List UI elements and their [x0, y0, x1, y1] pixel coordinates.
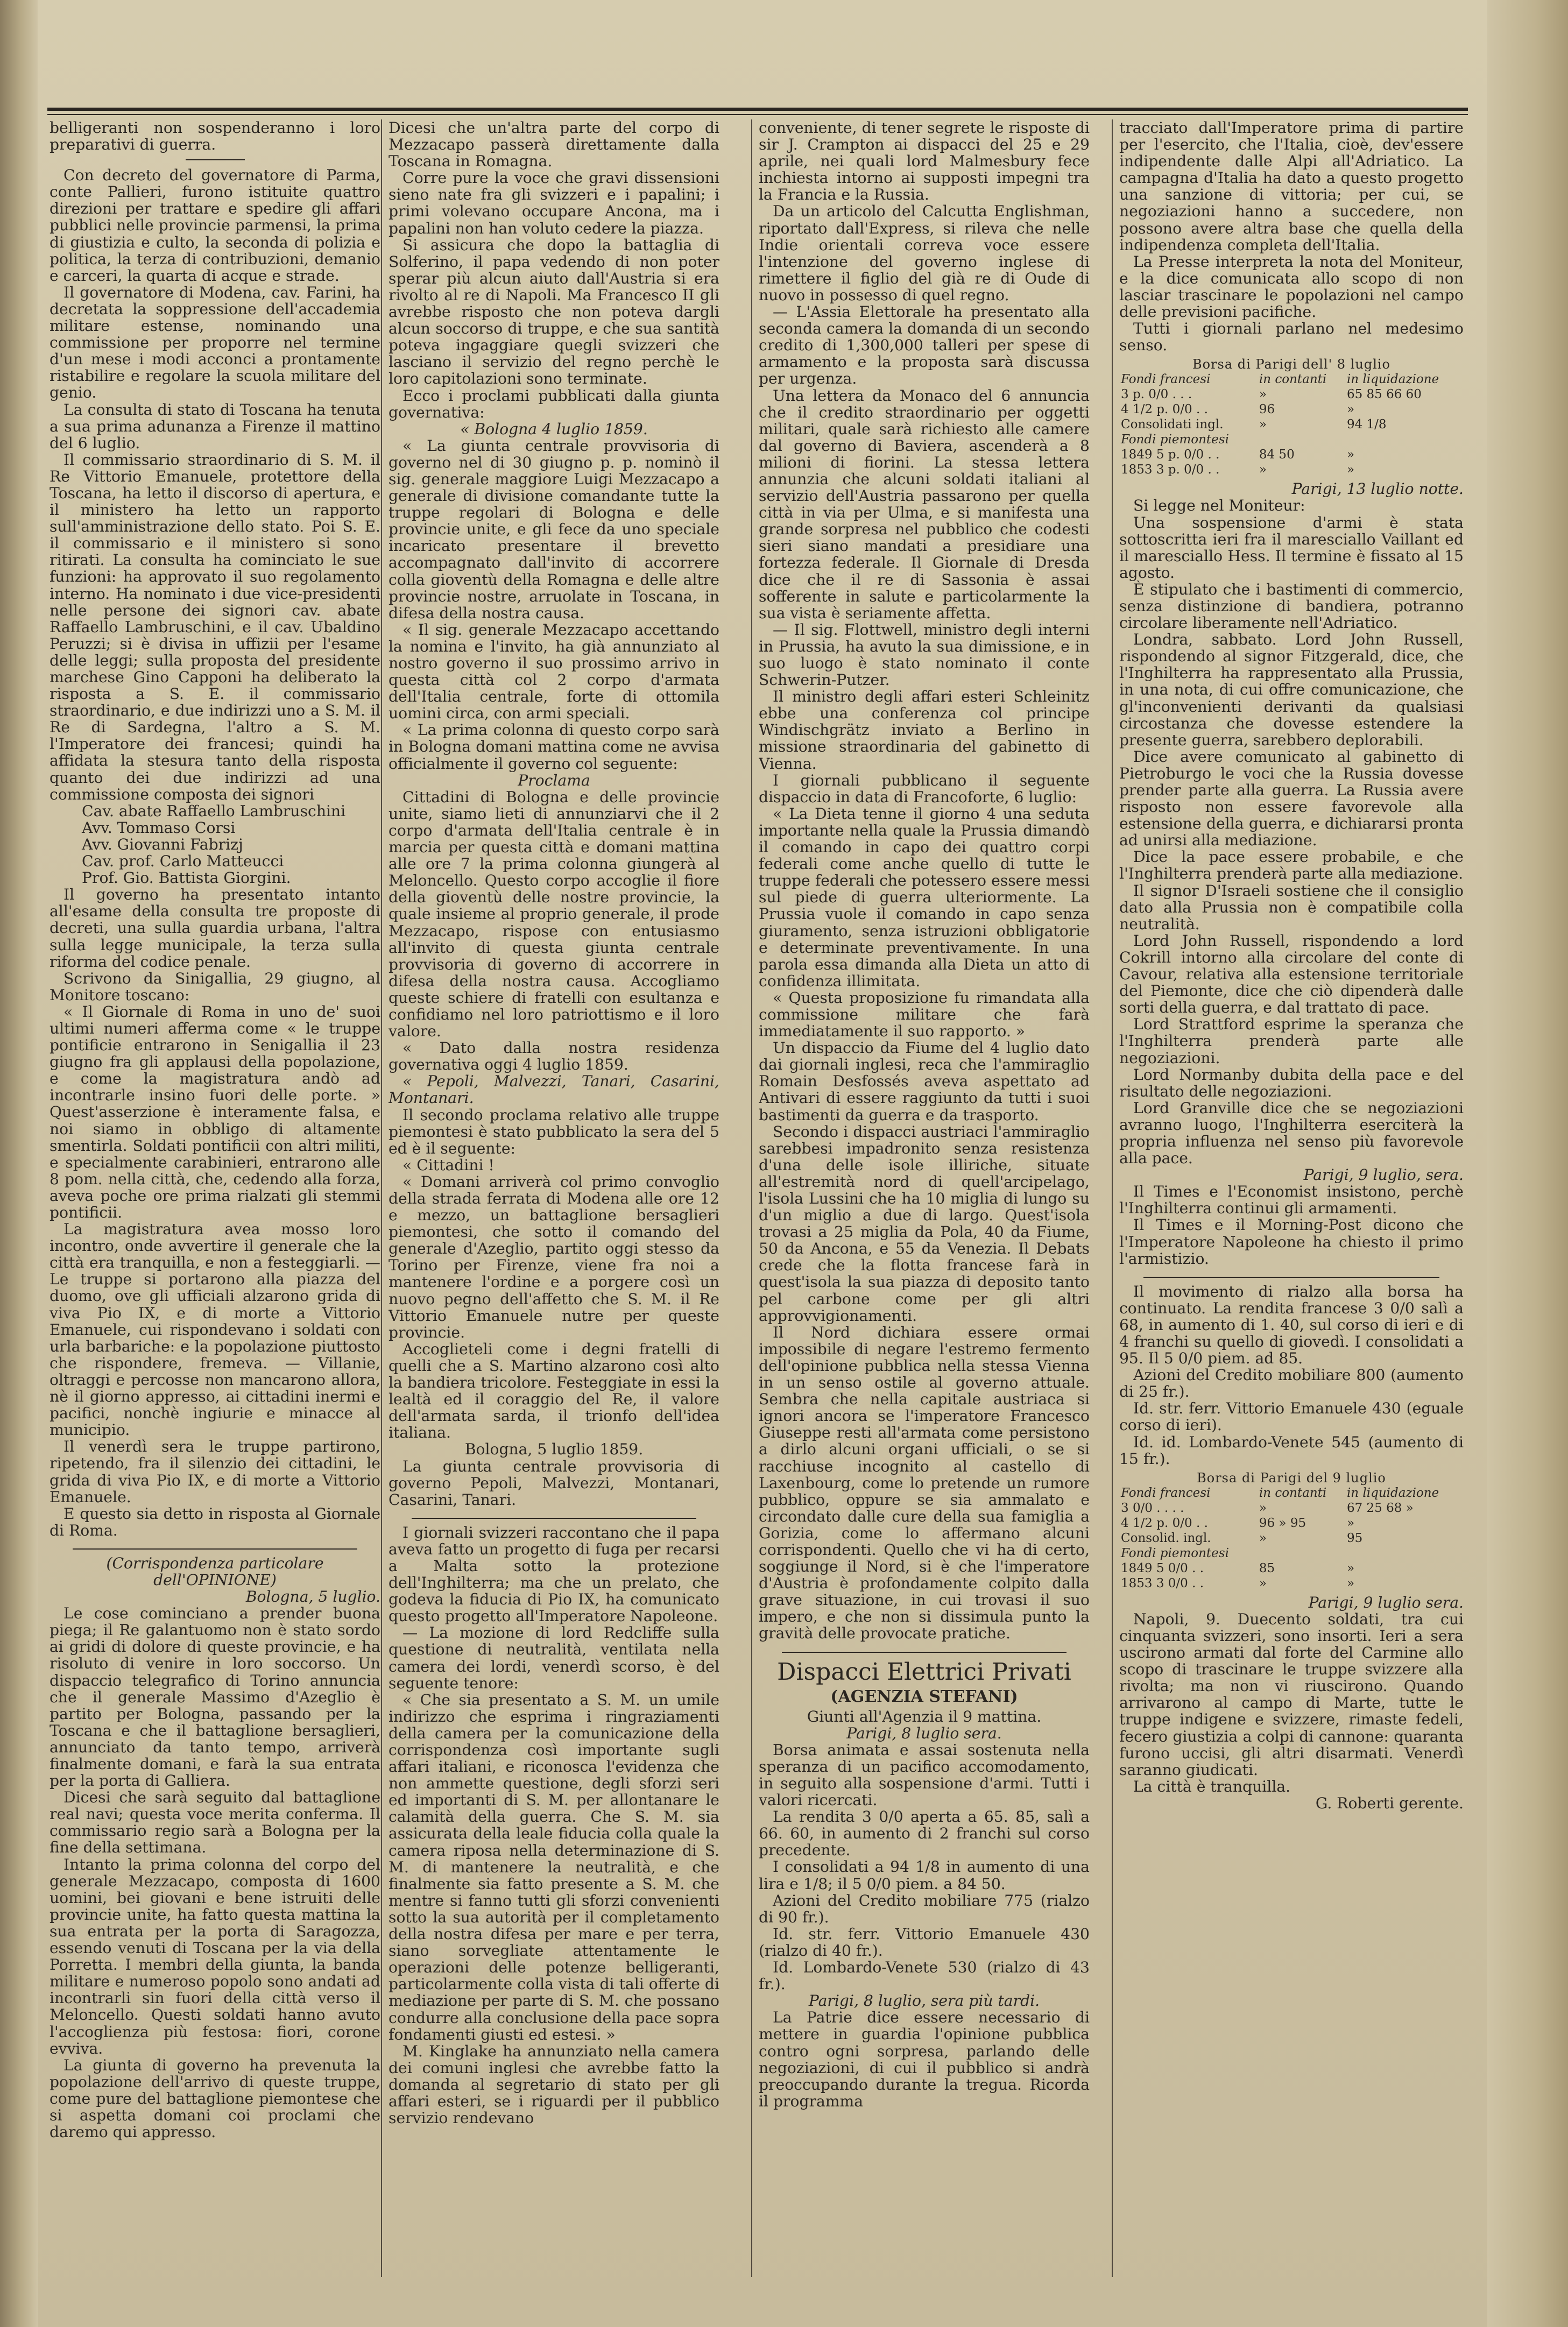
- table-cell: »: [1346, 1516, 1355, 1530]
- table-row: [1119, 432, 1464, 447]
- paragraph: « Che sia presentato a S. M. un umile indirizzo che esprima i ringraziamenti della camera per la comunicazione della corrispondenza così importante sugli affari italiani, e riconosca l'evidenza che non ammette questione, degli sforzi seri ed importanti di S. M. per allontanare le calamità della guerra. Che S. M. sia assicurata della leale fiducia colla quale la camera riposa nella determinazione di S. M. di mantenere la neutralità, e che finalmente sia fatto presente a S. M. che mentre si fanno tutti gli sforzi convenienti sotto la sua autorità per il completamento della nostra difesa per mare e per terra, siano sorvegliate attentamente le operazioni delle potenze belligeranti, particolarmente colla vista di tali offerte di mediazione per parte di S. M. che possano condurre alla conclusione della pace sopra fondamenti giusti ed estesi. »: [389, 1691, 719, 2043]
- table-cell: 1849 5 0/0 . .: [1121, 1561, 1204, 1575]
- page-edge-right: [1487, 0, 1568, 2327]
- paragraph: Dice avere comunicato al gabinetto di Pietroburgo le voci che la Russia dovesse prender parte alla guerra. La Russia avere risposto non essere favorevole alla estensione della guerra, e dichiararsi pronta ad unirsi alla mediazione.: [1119, 747, 1464, 850]
- table-cell: »: [1259, 1501, 1267, 1515]
- table-row: [1119, 1561, 1464, 1576]
- bourse-table: [1119, 1470, 1464, 1591]
- dateline: Parigi, 8 luglio sera.: [846, 1724, 1002, 1742]
- paragraph: È stipulato che i bastimenti di commercio, senza distinzione di bandiera, potranno circolare liberamente nell'Adriatico.: [1119, 580, 1464, 632]
- paragraph: Id. str. ferr. Vittorio Emanuele 430 (rialzo di 40 fr.).: [759, 1925, 1090, 1960]
- paragraph: Lord Granville dice che se negoziazioni avranno luogo, l'Inghilterra eserciterà la propria influenza nel senso più favorevole alla pace.: [1119, 1099, 1464, 1168]
- paragraph: La Patrie dice essere necessario di mettere in guardia l'opinione pubblica contro ogni sorpresa, parlando delle negoziazioni, di cui il pubblico si andrà preoccupando durante la tregua. Ricorda il programma: [759, 2008, 1090, 2110]
- bourse-title: Borsa di Parigi del 9 luglio: [1197, 1470, 1386, 1486]
- divider: [186, 159, 245, 160]
- table-row: [1119, 1501, 1464, 1516]
- table-cell: 3 p. 0/0 . . .: [1121, 387, 1192, 402]
- paragraph: « Questa proposizione fu rimandata alla commissione militare che farà immediatamente il suo rapporto. »: [759, 988, 1090, 1041]
- paragraph: Il ministro degli affari esteri Schleinitz ebbe una conferenza col principe Windischgrätz inviato a Berlino in missione straordinaria del gabinetto di Vienna.: [759, 688, 1090, 773]
- paragraph: Si legge nel Moniteur:: [1133, 497, 1305, 515]
- paragraph: La città è tranquilla.: [1133, 1777, 1291, 1795]
- table-cell: Fondi piemontesi: [1121, 1546, 1229, 1560]
- page-edge-left: [0, 0, 38, 2327]
- table-cell: »: [1346, 448, 1355, 462]
- paragraph: Il commissario straordinario di S. M. il Re Vittorio Emanuele, protettore della Toscana, ha letto il discorso di apertura, e il ministero ha letto un rapporto sull'amministrazione dello stato. Poi S. E. il commissario e il ministero si sono ritirati. La consulta ha cominciato le sue funzioni: ha approvato il suo regolamento interno. Ha nominato i due vice-presidenti nelle persone dei signori cav. abate Raffaello Lambruschini, e il cav. Ubaldino Peruzzi; si è divisa in uffizii per l'esame delle leggi; sulla proposta del presidente marchese Gino Capponi ha deliberato la risposta a S. E. il commissario straordinario, e due indirizzi uno a S. M. il Re di Sardegna, l'altro a S. M. l'Imperatore dei francesi; quindi ha affidata la stesura tanto della risposta quanto dei due indirizzi ad una commissione composta dei signori: [50, 450, 380, 803]
- paragraph: Le cose cominciano a prender buona piega; il Re galantuomo non è stato sordo ai gridi di dolore di queste provincie, e ha risoluto di venire in loro soccorso. Un dispaccio telegrafico di Torino annuncia che il generale Massimo d'Azeglio è partito per Bologna, passando per la Toscana e che il battaglione bersaglieri, annunciato da tanto tempo, arriverà finalmente domani, e farà la sua entrata per la porta di Galliera.: [50, 1604, 380, 1790]
- dateline: Parigi, 8 luglio, sera più tardi.: [808, 1992, 1040, 2010]
- table-cell: Consolidati ingl.: [1121, 418, 1224, 432]
- table-row: [1119, 1531, 1464, 1546]
- dateline: Bologna, 5 luglio.: [245, 1588, 380, 1606]
- paragraph: Intanto la prima colonna del corpo del generale Mezzacapo, composta di 1600 uomini, bei giovani e bene istruiti delle provincie unite, ha fatto questa mattina la sua entrata per la porta di Saragozza, essendo venuti di Toscana per la via della Porretta. I membri della giunta, la banda militare e numeroso popolo sono andati ad incontrarli sin fuori della città verso il Meloncello. Questi soldati hanno avuto l'accoglienza più festosa: fiori, corone evviva.: [50, 1855, 380, 2057]
- correspondence-heading: (Corrispondenza particolare dell'OPINIONE): [106, 1554, 324, 1589]
- paragraph: « La giunta centrale provvisoria di governo nel di 30 giugno p. p. nominò il sig. generale maggiore Luigi Mezzacapo a generale di divisione comandante tutte la truppe regolari di Bologna e delle provincie unite, e gli fece da uno speciale incaricato presentare il brevetto accompagnato dall'invito di accorrere colla gioventù della Romagna e delle altre provincie nostre, arruolate in Toscana, in difesa della nostra causa.: [389, 436, 719, 622]
- paragraph: Id. Lombardo-Venete 530 (rialzo di 43 fr.).: [759, 1958, 1090, 1993]
- signatories: La giunta centrale provvisoria di governo Pepoli, Malvezzi, Montanari, Casarini, Tanari.: [389, 1457, 719, 1509]
- paragraph: tracciato dall'Imperatore prima di partire per l'esercito, che l'Italia, cioè, dev'essere indipendente dalle Alpi all'Adriatico. La campagna d'Italia ha dato a questo progetto una sanzione di vittoria; per cui, se negoziazioni hanno a succedere, non possono avere altra base che quella della indipendenza completa dell'Italia.: [1119, 119, 1464, 254]
- top-rule-thin: [47, 114, 1468, 115]
- table-cell: [1258, 432, 1345, 447]
- paragraph: Accoglieteli come i degni fratelli di quelli che a S. Martino alzarono così alto la bandiera tricolore. Festeggiate in essi la lealtà ed il coraggio del Re, il valore dell'armata sarda, il trionfo dell'idea italiana.: [389, 1340, 719, 1442]
- table-cell: »: [1346, 402, 1355, 417]
- column-separator: [1112, 119, 1113, 2277]
- section-headline: Dispacci Elettrici Privati: [777, 1658, 1071, 1686]
- paragraph: Azioni del Credito mobiliare 775 (rialzo di 90 fr.).: [759, 1891, 1090, 1926]
- table-cell: 96: [1259, 402, 1275, 417]
- paragraph: belligeranti non sospenderanno i loro preparativi di guerra.: [50, 119, 380, 154]
- paragraph: I consolidati a 94 1/8 in aumento di una lira e 1/8; il 5 0/0 piem. a 84 50.: [759, 1858, 1090, 1893]
- paragraph: Id. id. Lombardo-Venete 545 (aumento di 15 fr.).: [1119, 1433, 1464, 1468]
- paragraph: « La prima colonna di questo corpo sarà in Bologna domani mattina come ne avvisa officialmente il governo col seguente:: [389, 721, 719, 773]
- table-cell: [1345, 432, 1464, 447]
- commission-member: Avv. Tommaso Corsi: [82, 818, 236, 837]
- table-cell: 4 1/2 p. 0/0 . .: [1121, 402, 1208, 417]
- paragraph: Napoli, 9. Duecento soldati, tra cui cinquanta svizzeri, sono insorti. Ieri a sera uscirono armati dal forte del Carmine allo scopo di trascinare le truppe svizzere alla rivolta; ma non vi riuscirono. Quando arrivarono al campo di Marte, tutte le truppe indigene e svizzere, rimaste fedeli, fecero giustizia a colpi di cannone: quaranta furono uccisi, gli altri disarmati. Venerdì saranno giudicati.: [1119, 1610, 1464, 1779]
- table-header-row: [1119, 372, 1464, 387]
- table-row: [1119, 447, 1464, 462]
- table-cell: 67 25 68 »: [1346, 1501, 1414, 1515]
- dateline: « Bologna 4 luglio 1859.: [460, 420, 648, 438]
- table-row: [1119, 387, 1464, 402]
- table-cell: »: [1346, 1561, 1355, 1575]
- dateline: Bologna, 5 luglio 1859.: [464, 1440, 644, 1459]
- paragraph: Lord Normanby dubita della pace e del risultato delle negoziazioni.: [1119, 1065, 1464, 1100]
- paragraph: Dicesi che sarà seguito dal battaglione real navi; questa voce merita conferma. Il commissario regio sarà a Bologna per la fine della settimana.: [50, 1788, 380, 1857]
- table-header: in contanti: [1259, 1486, 1327, 1500]
- table-header: Fondi francesi: [1121, 1486, 1211, 1500]
- paragraph: « Domani arriverà col primo convoglio della strada ferrata di Modena alle ore 12 e mezzo, un battaglione bersaglieri piemontesi, che sotto il comando del generale d'Azeglio, partito oggi stesso da Torino per Firenze, viene fra noi a mantenere l'ordine e a porgere così un nuovo pegno dell'affetto che S. M. il Re Vittorio Emanuele nutre per queste provincie.: [389, 1172, 719, 1341]
- commission-member: Cav. abate Raffaello Lambruschini: [82, 802, 346, 820]
- paragraph: Una sospensione d'armi è stata sottoscritta ieri fra il maresciallo Vaillant ed il maresciallo Hess. Il termine è fissato al 15 agosto.: [1119, 513, 1464, 582]
- table-row: [1119, 1576, 1464, 1591]
- paragraph: — Il sig. Flottwell, ministro degli interni in Prussia, ha avuto la sua dimissione, e in suo luogo è stato nominato il conte Schwerin-Putzer.: [759, 620, 1090, 689]
- top-rule: [47, 108, 1468, 111]
- paragraph: Il governatore di Modena, cav. Farini, ha decretata la soppressione dell'accademia militare estense, nominando una commissione per proporre nel termine d'un mese i modi acconci a prontamente ristabilire e regolare la scuola militare del genio.: [50, 283, 380, 402]
- paragraph: La rendita 3 0/0 aperta a 65. 85, salì a 66. 60, in aumento di 2 franchi sul corso precedente.: [759, 1808, 1090, 1859]
- paragraph: Il Times e il Morning-Post dicono che l'Imperatore Napoleone ha chiesto il primo l'armistizio.: [1119, 1216, 1464, 1268]
- paragraph: La magistratura avea mosso loro incontro, onde avvertire il generale che la città era tranquilla, e non a festeggiarli. — Le truppe si portarono alla piazza del duomo, ove gli ufficiali alzarono grida di viva Pio IX, e di morte a Vittorio Emanuele, cui rispondevano i soldati con urla barbariche: e la popolazione piuttosto che rispondere, fremeva. — Villanie, oltraggi e percosse non mancarono allora, nè il giorno appresso, ai cittadini inermi e pacifici, nonchè ingiurie e minacce al municipio.: [50, 1220, 380, 1439]
- paragraph: La consulta di stato di Toscana ha tenuta a sua prima adunanza a Firenze il mattino del 6 luglio.: [50, 400, 380, 452]
- paragraph: Il Times e l'Economist insistono, perchè l'Inghilterra continui gli armamenti.: [1119, 1183, 1464, 1218]
- paragraph: Il secondo proclama relativo alle truppe piemontesi è stato pubblicato la sera del 5 ed è il seguente:: [389, 1106, 719, 1157]
- table-header-row: [1119, 1486, 1464, 1501]
- divider: [1143, 1277, 1439, 1278]
- table-cell: [1258, 1546, 1345, 1561]
- paragraph: Corre pure la voce che gravi dissensioni sieno nate fra gli svizzeri e i papalini; i primi volevano occupare Ancona, ma i papalini non han voluto cedere la piazza.: [389, 169, 719, 237]
- table-cell: 1853 3 0/0 . .: [1121, 1576, 1204, 1590]
- commission-member: Cav. prof. Carlo Matteucci: [82, 852, 284, 871]
- paragraph: Borsa animata e assai sostenuta nella speranza di un pacifico accomodamento, in seguito alla sospensione d'armi. Tutti i valori ricercati.: [759, 1741, 1090, 1809]
- commission-member: Prof. Gio. Battista Giorgini.: [82, 869, 291, 887]
- table-cell: Consolid. ingl.: [1121, 1531, 1211, 1545]
- table-cell: 94 1/8: [1346, 418, 1387, 432]
- table-cell: 3 0/0 . . . .: [1121, 1501, 1184, 1515]
- paragraph: « Cittadini !: [402, 1156, 495, 1174]
- table-cell: 4 1/2 p. 0/0 . .: [1121, 1516, 1208, 1530]
- paragraph: I giornali pubblicano il seguente dispaccio in data di Francoforte, 6 luglio:: [759, 771, 1090, 806]
- table-cell: »: [1259, 387, 1267, 402]
- table-header: in liquidazione: [1346, 1486, 1439, 1500]
- dateline: Parigi, 9 luglio, sera.: [1303, 1166, 1464, 1184]
- table-row: [1119, 1516, 1464, 1531]
- table-row: [1119, 1546, 1464, 1561]
- table-cell: 96 » 95: [1259, 1516, 1306, 1530]
- paragraph: Il governo ha presentato intanto all'esame della consulta tre proposte di decreti, una sulla guardia urbana, l'altra sulla legge municipale, la terza sulla riforma del codice penale.: [50, 886, 380, 971]
- paragraph: Un dispaccio da Fiume del 4 luglio dato dai giornali inglesi, reca che l'ammiraglio Romain Desfossés aveva aspettato ad Antivari di essere raggiunto da tutti i suoi bastimenti da guerra e da trasporto.: [759, 1039, 1090, 1124]
- paragraph: — La mozione di lord Redcliffe sulla questione di neutralità, ventilata nella camera dei lordi, venerdì scorso, è del seguente tenore:: [389, 1624, 719, 1692]
- signatories: « Pepoli, Malvezzi, Tanari, Casarini, Montanari.: [389, 1072, 719, 1107]
- paragraph: Dicesi che un'altra parte del corpo di Mezzacapo passerà direttamente dalla Toscana in Romagna.: [389, 119, 719, 171]
- dateline: Parigi, 9 luglio sera.: [1308, 1593, 1464, 1611]
- agency-name: (AGENZIA STEFANI): [830, 1687, 1018, 1706]
- table-header: in contanti: [1259, 372, 1327, 387]
- column-3: [759, 119, 1090, 2277]
- table-cell: »: [1259, 418, 1267, 432]
- paragraph: Londra, sabbato. Lord John Russell, rispondendo al signor Fitzgerald, dice, che l'Inghilterra ha rappresentato alla Prussia, in una nota, di cui offre comunicazione, che gl'inconvenienti derivanti da qualsiasi circostanza che dovesse estendere la presente guerra, sarebbero deplorabili.: [1119, 631, 1464, 749]
- proclamation-title: Proclama: [518, 771, 590, 789]
- table-row: [1119, 417, 1464, 432]
- paragraph: Ecco i proclami pubblicati dalla giunta governativa:: [389, 386, 719, 421]
- paragraph: « La Dieta tenne il giorno 4 una seduta importante nella quale la Prussia dimandò il comando in capo dei quattro corpi federali come anche quello di tutte le truppe federali che potessero essere messi sul piede di guerra ulteriormente. La Prussia vuole il comando in capo senza giuramento, senza istruzioni obbligatorie e determinate preventivamente. In una parola essa dimanda alla Dieta un atto di confidenza illimitata.: [759, 804, 1090, 990]
- paragraph: Id. str. ferr. Vittorio Emanuele 430 (eguale corso di ieri).: [1119, 1399, 1464, 1434]
- divider: [782, 1652, 1066, 1653]
- paragraph: La giunta di governo ha prevenuta la popolazione dell'arrivo di queste truppe, come pure del battaglione piemontese che si aspetta domani coi proclami che daremo qui appresso.: [50, 2056, 380, 2141]
- column-2: [389, 119, 719, 2277]
- bourse-table: [1119, 357, 1464, 477]
- received-note: Giunti all'Agenzia il 9 mattina.: [807, 1707, 1042, 1725]
- dateline: Parigi, 13 luglio notte.: [1291, 480, 1464, 498]
- paragraph: Il signor D'Israeli sostiene che il consiglio dato alla Prussia non è compatibile colla neutralità.: [1119, 881, 1464, 933]
- paragraph: Scrivono da Sinigallia, 29 giugno, al Monitore toscano:: [50, 969, 380, 1004]
- paragraph: Secondo i dispacci austriaci l'ammiraglio sarebbesi impadronito senza resistenza d'una delle isole illiriche, situate all'estremità nord di quell'arcipelago, l'isola Lussini che ha 10 miglia di lungo su d'un miglio a due di largo. Quest'isola trovasi a 25 miglia da Pola, 40 da Fiume, 50 da Ancona, e 55 da Venezia. Il Debats crede che la flotta francese farà in quest'isola la sua piazza di deposito tanto pel carbone come per gli altri approvvigionamenti.: [759, 1122, 1090, 1325]
- commission-member: Avv. Giovanni Fabrizj: [82, 835, 243, 853]
- paragraph: — L'Assia Elettorale ha presentato alla seconda camera la domanda di un secondo credito di 1,300,000 talleri per spese di armamento e la proposta sarà discussa per urgenza.: [759, 303, 1090, 388]
- paragraph: I giornali svizzeri raccontano che il papa aveva fatto un progetto di fuga per recarsi a Malta sotto la protezione dell'Inghilterra; ma che un prelato, che godeva la fiducia di Pio IX, ha comunicato questo progetto all'Imperatore Napoleone.: [389, 1523, 719, 1625]
- table-cell: »: [1259, 463, 1267, 477]
- bourse-title: Borsa di Parigi dell' 8 luglio: [1192, 357, 1390, 372]
- table-header: in liquidazione: [1346, 372, 1439, 387]
- table-cell: »: [1259, 1531, 1267, 1545]
- table-cell: »: [1259, 1576, 1267, 1590]
- paragraph: Si assicura che dopo la battaglia di Solferino, il papa vedendo di non poter sperar più alcun aiuto dall'Austria si era rivolto al re di Napoli. Ma Francesco II gli avrebbe risposto che non poteva dargli alcun soccorso di truppe, e che sua santità poteva ingaggiare quegli svizzeri che lasciano il servizio del regno perchè le loro capitolazioni sono terminate.: [389, 236, 719, 388]
- editor-signature: G. Roberti gerente.: [1315, 1794, 1464, 1812]
- column-separator: [751, 119, 752, 2277]
- paragraph: Lord Strattford esprime la speranza che l'Inghilterra prenderà parte alle negoziazioni.: [1119, 1015, 1464, 1067]
- table-cell: 65 85 66 60: [1346, 387, 1422, 402]
- table-cell: [1345, 1546, 1464, 1561]
- paragraph: Da un articolo del Calcutta Englishman, riportato dall'Express, si rileva che nelle Indie orientali correva voce essere l'intenzione del governo inglese di rimettere il figlio del già re di Oude di nuovo in possesso di quel regno.: [759, 202, 1090, 304]
- paragraph: Con decreto del governatore di Parma, conte Pallieri, furono istituite quattro direzioni per trattare e spedire gli affari pubblici nelle provincie parmensi, la prima di giustizia e culto, la seconda di polizia e politica, la terza di contribuzioni, demanio e carceri, la quarta di acque e strade.: [50, 166, 380, 285]
- table-cell: 85: [1259, 1561, 1275, 1575]
- table-cell: 1849 5 p. 0/0 . .: [1121, 448, 1220, 462]
- paragraph: conveniente, di tener segrete le risposte di sir J. Crampton ai dispacci del 25 e 29 aprile, nei quali lord Malmesbury fece inchiesta intorno ai supposti impegni tra la Francia e la Russia.: [759, 119, 1090, 204]
- table-cell: 1853 3 p. 0/0 . .: [1121, 463, 1220, 477]
- table-cell: 95: [1346, 1531, 1363, 1545]
- paragraph: Il movimento di rialzo alla borsa ha continuato. La rendita francese 3 0/0 salì a 68, in aumento di 1. 40, sul corso di ieri e di 4 franchi su quello di giovedì. I consolidati a 95. Il 5 0/0 piem. ad 85.: [1119, 1282, 1464, 1368]
- paragraph: Dice la pace essere probabile, e che l'Inghilterra prenderà parte alla mediazione.: [1119, 848, 1464, 883]
- paragraph: M. Kinglake ha annunziato nella camera dei comuni inglesi che avrebbe fatto la domanda al segretario di stato per gli affari esteri, se i riguardi per il pubblico servizio rendevano: [389, 2042, 719, 2127]
- paragraph: La Presse interpreta la nota del Moniteur, e la dice comunicata allo scopo di non lasciar trascinare le popolazioni nel campo delle previsioni pacifiche.: [1119, 252, 1464, 321]
- paragraph: Lord John Russell, rispondendo a lord Cokrill intorno alla circolare del conte di Cavour, relativa alla estensione territoriale del Piemonte, dice che ciò dipenderà dalle sorti della guerra, e dal trattato di pace.: [1119, 931, 1464, 1017]
- paragraph: Una lettera da Monaco del 6 annuncia che il credito straordinario per oggetti militari, quale sarà richiesto alle camere dal governo di Baviera, ascenderà a 8 milioni di fiorini. La stessa lettera annunzia che alcuni soldati italiani al servizio dell'Austria passarono per quella città in via per Ulma, e si manifesta una grande sorpresa nel pubblico che codesti sieri siano mandati a presidiare una fortezza federale. Il Giornale di Dresda dice che il re di Sassonia è assai sofferente in salute e particolarmente la sua vista è seriamente affetta.: [759, 386, 1090, 622]
- paragraph: E questo sia detto in risposta al Giornale di Roma.: [50, 1504, 380, 1539]
- divider: [73, 1548, 357, 1550]
- table-row: [1119, 402, 1464, 417]
- paragraph: « Dato dalla nostra residenza governativa oggi 4 luglio 1859.: [389, 1039, 719, 1074]
- paragraph: « Il Giornale di Roma in uno de' suoi ultimi numeri afferma come « le truppe pontificie entrarono in Senigallia il 23 giugno fra gli applausi della popolazione, e come la magistratura andò ad incontrarle insino fuori delle porte. » Quest'asserzione è interamente falsa, e noi siamo in obbligo di altamente smentirla. Soldati pontificii con altri militi, e specialmente carabinieri, entrarono alle 8 pom. nella città, che, cedendo alla forza, aveva poche ore prima rialzati gli stemmi pontificii.: [50, 1002, 380, 1221]
- paragraph: Cittadini di Bologna e delle provincie unite, siamo lieti di annunziarvi che il 2 corpo d'armata dell'Italia centrale è in marcia per questa città e domani mattina alle ore 7 la prima colonna giungerà al Meloncello. Questo corpo accoglie il fiore della gioventù delle nostre provincie, la quale insieme al proprio generale, il prode Mezzacapo, rispose con entusiasmo all'invito di questa giunta centrale provvisoria di governo di accorrere in difesa della nostra causa. Accogliamo queste schiere di fratelli con esultanza e confidiamo nel loro patriottismo e il loro valore.: [389, 788, 719, 1041]
- table-cell: »: [1346, 463, 1355, 477]
- table-cell: Fondi piemontesi: [1121, 433, 1229, 447]
- paragraph: « Il sig. generale Mezzacapo accettando la nomina e l'invito, ha già annunziato al nostro governo il suo prossimo arrivo in questa città col 2 corpo d'armata dell'Italia centrale, forte di ottomila uomini circa, con armi speciali.: [389, 620, 719, 723]
- divider: [412, 1518, 696, 1519]
- column-separator: [381, 119, 382, 2277]
- table-cell: »: [1346, 1576, 1355, 1590]
- paragraph: Tutti i giornali parlano nel medesimo senso.: [1119, 320, 1464, 355]
- paragraph: Azioni del Credito mobiliare 800 (aumento di 25 fr.).: [1119, 1366, 1464, 1401]
- table-cell: 84 50: [1259, 448, 1295, 462]
- column-4: [1119, 119, 1464, 2277]
- table-row: [1119, 462, 1464, 477]
- column-1: [50, 119, 380, 2277]
- paragraph: Il venerdì sera le truppe partirono, ripetendo, fra il silenzio dei cittadini, le grida di viva Pio IX, e di morte a Vittorio Emanuele.: [50, 1438, 380, 1506]
- paragraph: Il Nord dichiara essere ormai impossibile di negare l'estremo fermento dell'opinione pubblica nella stessa Vienna in un senso ostile al governo attuale. Sembra che nella capitale austriaca si ignori ancora se l'imperatore Francesco Giuseppe resti all'armata come persistono a dirlo alcuni organi ufficiali, o se si racchiuse incognito al castello di Laxenbourg, come lo pretende un rumore pubblico, oppure se sia ammalato e circondato dalle cure della sua famiglia a Gorizia, come lo affermano alcuni corrispondenti. Quello che vi ha di certo, soggiunge il Nord, si è che l'imperatore d'Austria è profondamente colpito dalla grave situazione, in cui trovasi il suo impero, e che non si dissimula punto la gravità delle provocate pratiche.: [759, 1323, 1090, 1643]
- table-header: Fondi francesi: [1121, 372, 1211, 387]
